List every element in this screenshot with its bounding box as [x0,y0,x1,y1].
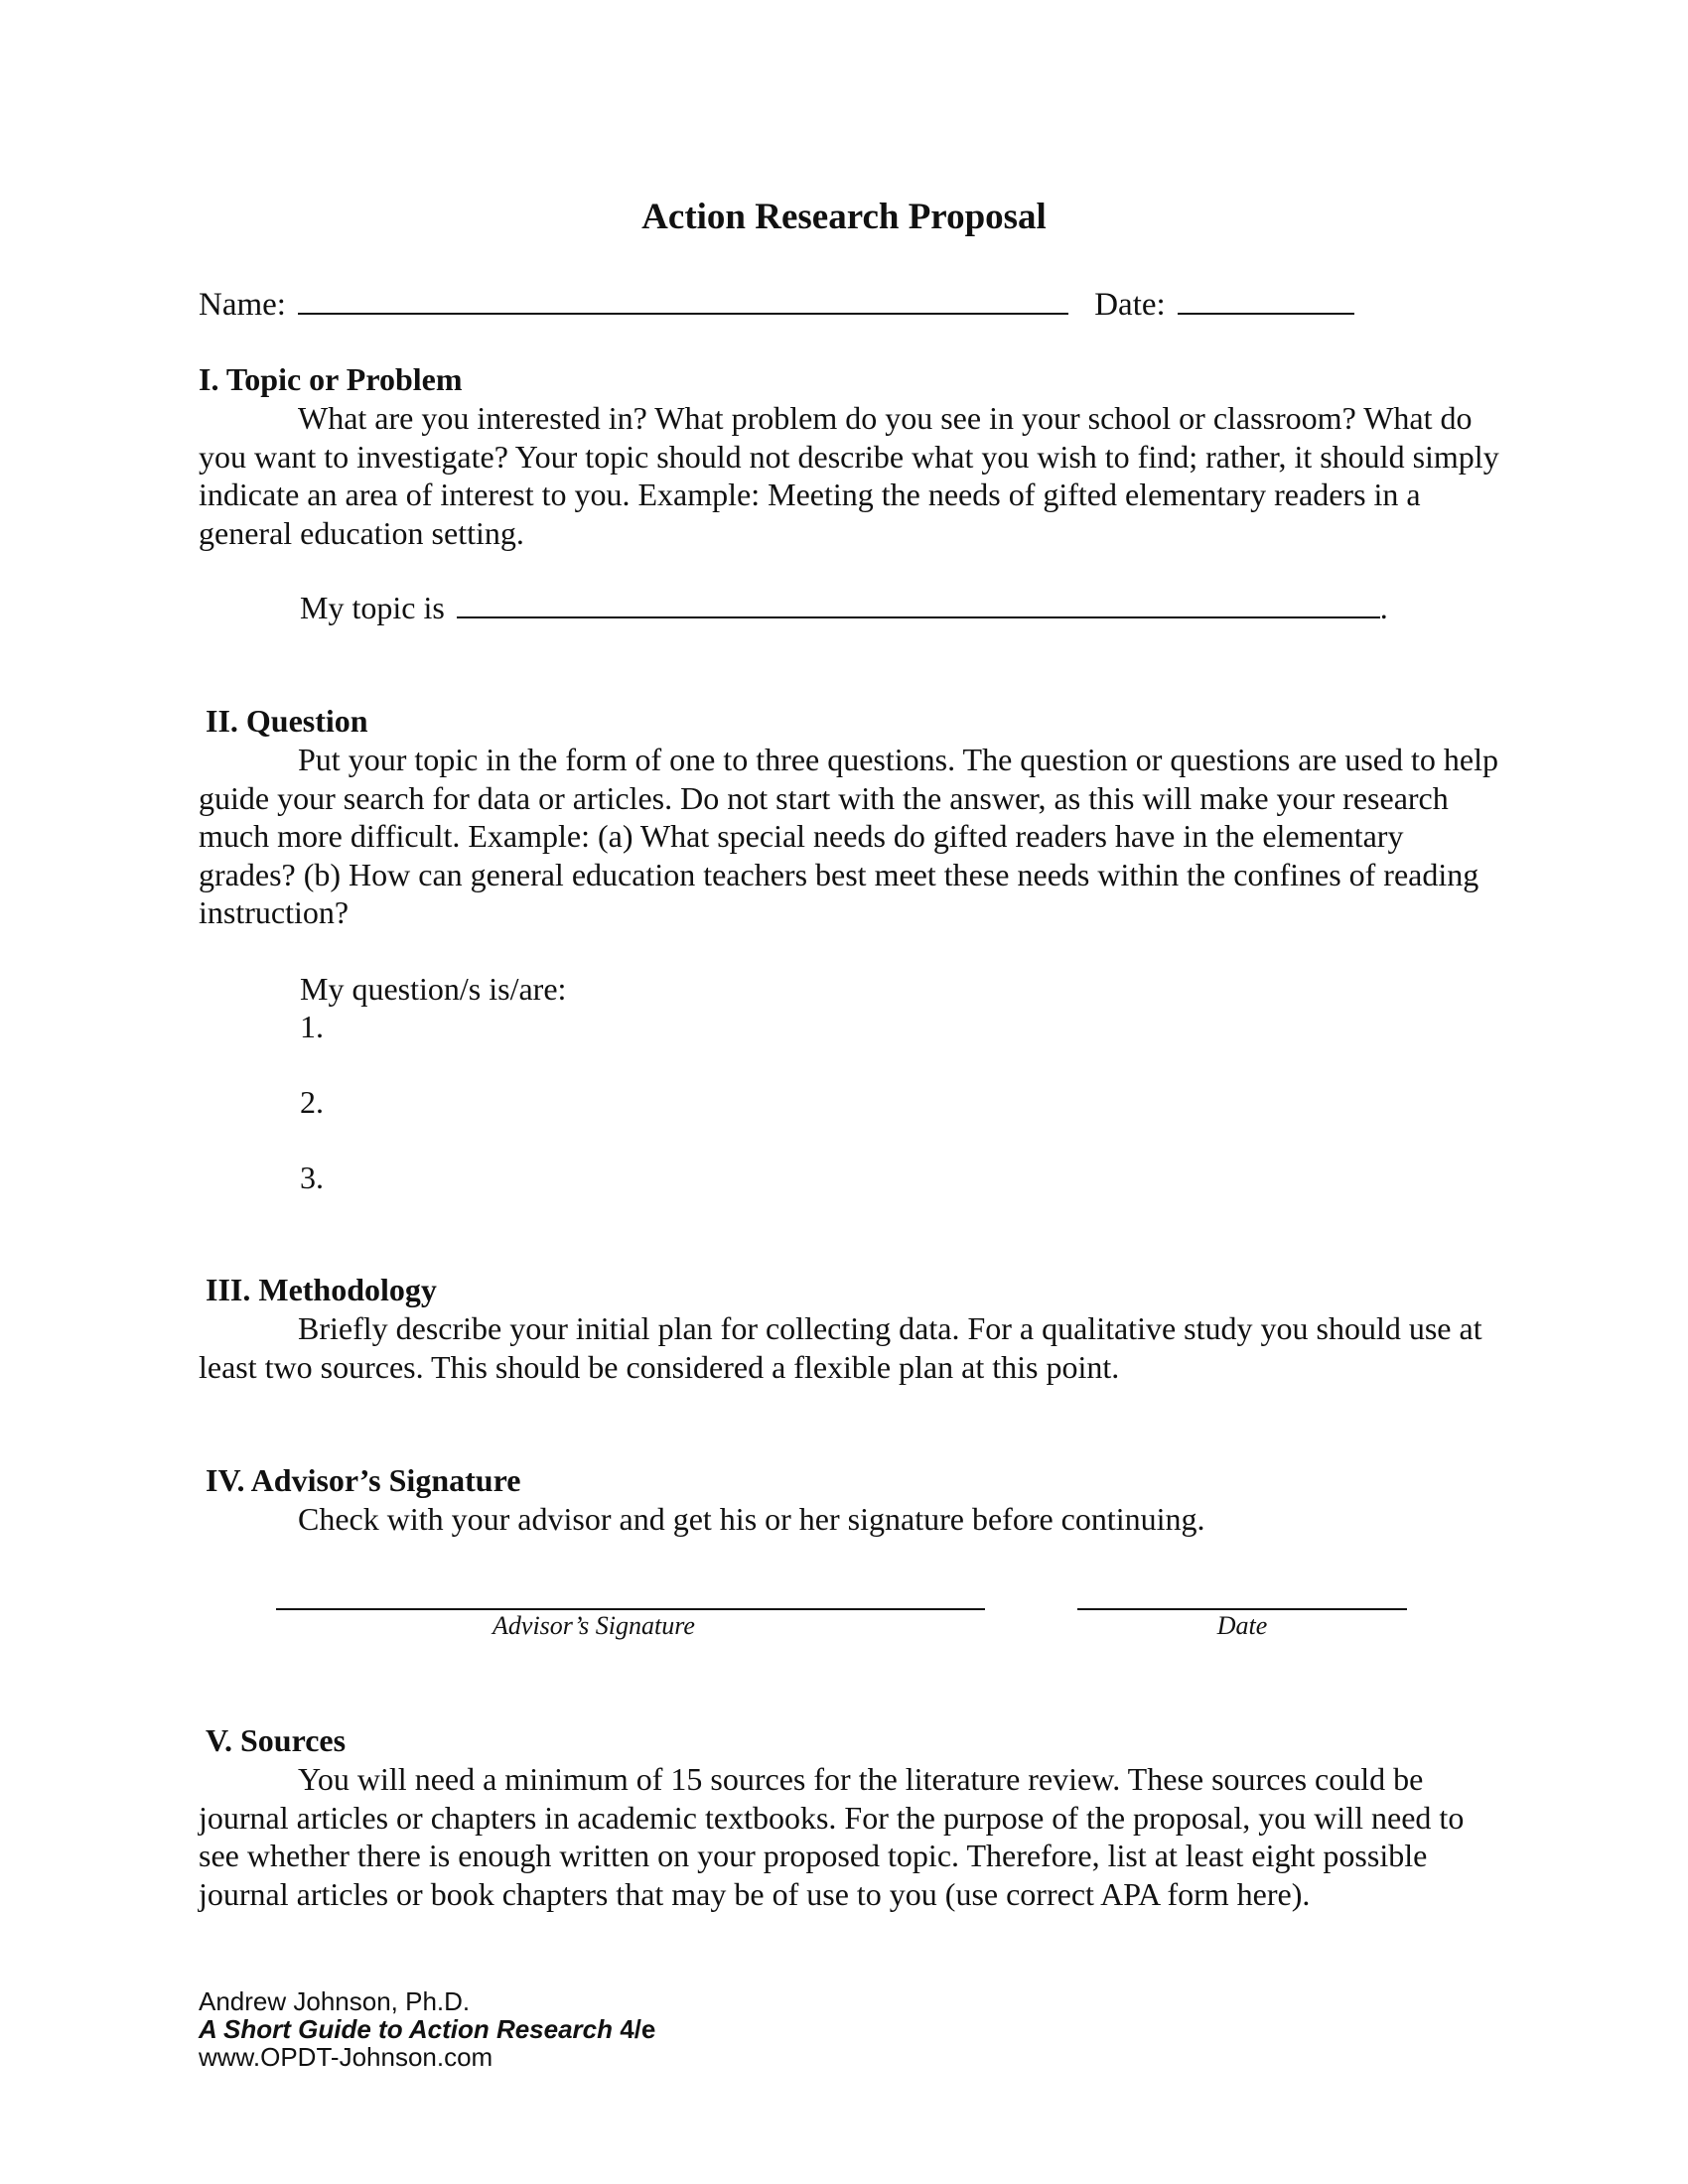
question-item-1[interactable]: 1. [300,1009,324,1044]
date-field[interactable] [1178,283,1354,315]
footer-book [199,2015,655,2043]
section-methodology-body: Briefly describe your initial plan for collecting data. For a qualitative study you should use at least two sources. This should be considered a flexible plan at this point. [199,1310,1482,1385]
name-date-row [199,283,1354,325]
section-sources-heading: V. Sources [206,1722,347,1758]
section-sources-body: You will need a minimum of 15 sources for the literature review. These sources could be journal articles or chapters in academic textbooks. For the purpose of the proposal, you will need to see whether there is enough written on your proposed topic. Therefore, list at least eight possible journal articles or book chapters that may be of use to you (use correct APA form here). [199,1761,1465,1912]
topic-prompt-row [300,589,1388,626]
section-question-body: Put your topic in the form of one to three questions. The question or questions are used to help guide your search for data or articles. Do not start with the answer, as this will make your research much more difficult. Example: (a) What special needs do gifted readers have in the elementary grades? (b) How can general education teachers best meet these needs within the confines of reading instruction? [199,742,1498,930]
topic-field[interactable] [457,589,1380,618]
name-field[interactable] [298,283,1068,315]
section-signature-body: Check with your advisor and get his or her signature before continuing. [298,1501,1205,1537]
section-question-heading: II. Question [206,703,368,739]
footer [199,1987,655,2071]
signature-date-line[interactable] [1077,1608,1407,1610]
topic-prompt-label: My topic is [300,590,445,625]
question-prompt-label: My question/s is/are: [300,971,567,1007]
date-label: Date: [1094,287,1166,323]
signature-caption: Advisor’s Signature [492,1611,695,1640]
section-topic-body: What are you interested in? What problem do you see in your school or classroom? What do you want to investigate? Your topic should not describe what you wish to find; rather, it should simply indicate an area of interest to you. Example: Meeting the needs of gifted elementary readers in a general education setting. [199,400,1499,551]
signature-date-caption: Date [1216,1611,1268,1640]
section-methodology-heading: III. Methodology [206,1272,437,1307]
question-item-3[interactable]: 3. [300,1160,324,1195]
footer-edition: 4/e [613,2014,656,2044]
section-topic-heading: I. Topic or Problem [199,361,463,397]
section-signature-heading: IV. Advisor’s Signature [206,1462,521,1498]
question-item-2[interactable]: 2. [300,1084,324,1120]
topic-prompt-period: . [1379,590,1388,625]
name-label: Name: [199,287,286,323]
footer-website[interactable]: www.OPDT-Johnson.com [199,2042,493,2072]
footer-book-title: A Short Guide to Action Research [199,2014,614,2044]
page-title: Action Research Proposal [641,197,1047,237]
signature-line[interactable] [276,1608,985,1610]
footer-author: Andrew Johnson, Ph.D. [199,1986,471,2016]
